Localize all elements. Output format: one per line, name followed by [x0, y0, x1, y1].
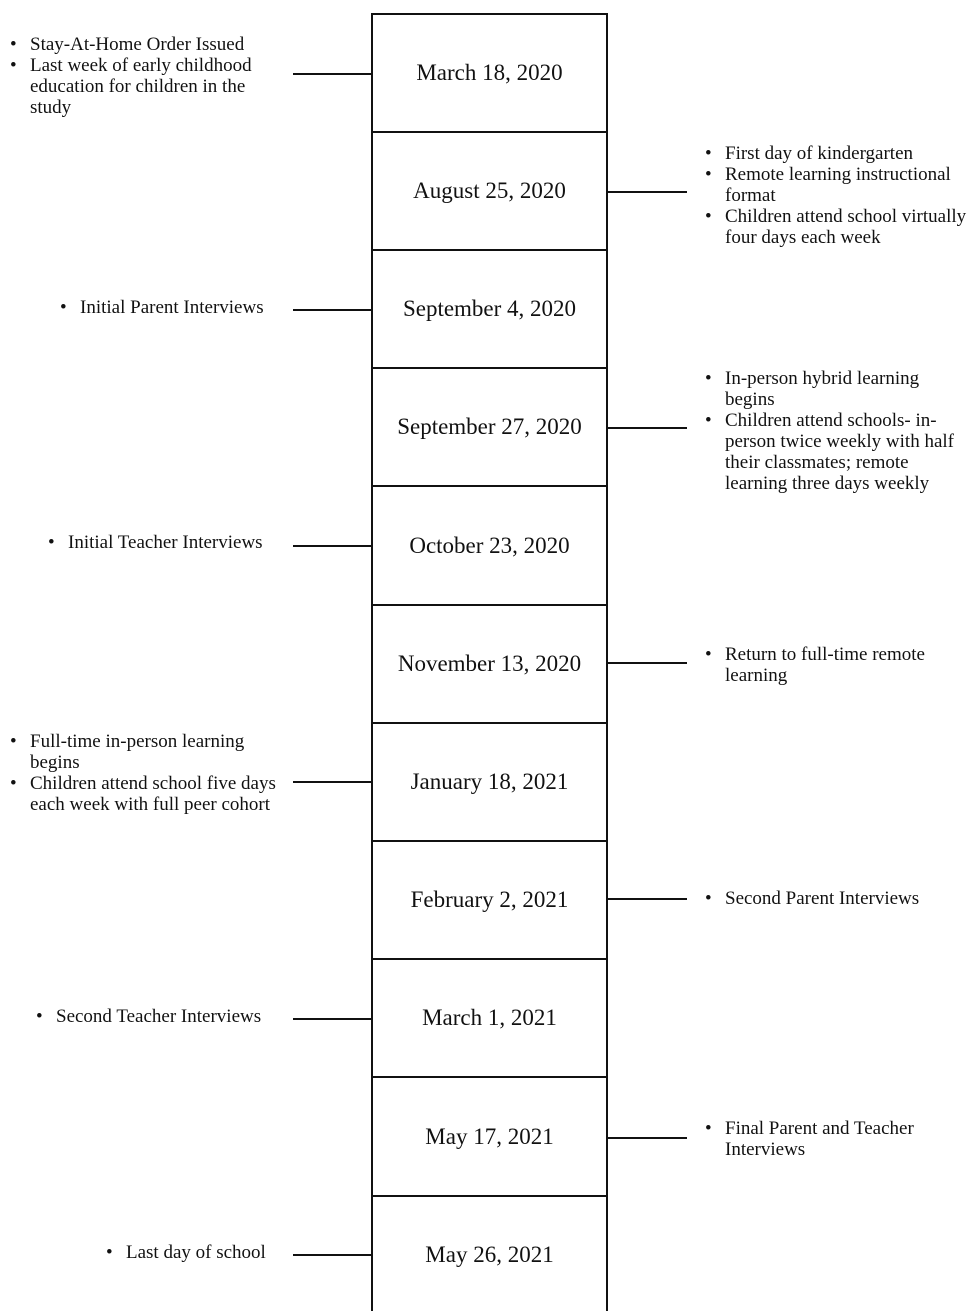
timeline-box — [371, 249, 608, 369]
connector-line — [608, 1137, 687, 1139]
event-note-left — [7, 34, 282, 118]
event-note-left — [103, 1242, 293, 1263]
timeline-box — [371, 485, 608, 606]
event-bullet: • In-person hybrid learning begins — [702, 368, 972, 410]
event-bullet: • Initial Teacher Interviews — [45, 532, 290, 553]
event-bullet: • Last week of early childhood education for children in the study — [7, 55, 282, 118]
event-note-left — [7, 731, 282, 815]
connector-line — [608, 898, 687, 900]
timeline-date: May 17, 2021 — [425, 1123, 554, 1149]
event-bullet: • First day of kindergarten — [702, 143, 972, 164]
timeline-box — [371, 958, 608, 1078]
event-note-right — [702, 644, 967, 686]
event-note-left — [45, 532, 290, 553]
connector-line — [293, 545, 371, 547]
timeline-box — [371, 367, 608, 487]
event-note-right — [702, 368, 972, 494]
connector-line — [293, 781, 371, 783]
timeline-date: October 23, 2020 — [409, 532, 570, 558]
timeline-box — [371, 13, 608, 133]
connector-line — [293, 73, 371, 75]
event-note-right — [702, 1118, 967, 1160]
event-note-left — [33, 1006, 290, 1027]
event-bullet: • Children attend schools- in-person twice weekly with half their classmates; remote learning three days weekly — [702, 410, 972, 494]
connector-line — [608, 662, 687, 664]
event-bullet: • Initial Parent Interviews — [57, 297, 292, 318]
connector-line — [293, 1254, 371, 1256]
connector-line — [293, 309, 371, 311]
timeline-box — [371, 131, 608, 251]
connector-line — [293, 1018, 371, 1020]
timeline-date: August 25, 2020 — [413, 178, 566, 203]
event-bullet: • Children attend school five days each week with full peer cohort — [7, 773, 282, 815]
timeline-date: September 4, 2020 — [402, 296, 577, 321]
timeline-box — [371, 840, 608, 960]
event-note-left — [57, 297, 292, 318]
event-note-right — [702, 143, 972, 248]
timeline-date: September 27, 2020 — [397, 414, 582, 439]
connector-line — [608, 191, 687, 193]
connector-line — [608, 427, 687, 429]
event-bullet: • Children attend school virtually four days each week — [702, 206, 972, 248]
timeline-date: March 18, 2020 — [416, 60, 563, 85]
event-bullet: • Second Teacher Interviews — [33, 1006, 290, 1027]
timeline-date: March 1, 2021 — [422, 1005, 557, 1030]
timeline-box — [371, 604, 608, 724]
timeline-date: November 13, 2020 — [397, 651, 582, 676]
timeline-box — [371, 722, 608, 842]
event-bullet: • Stay-At-Home Order Issued — [7, 34, 282, 55]
timeline-box — [371, 1076, 608, 1197]
event-bullet: • Return to full-time remote learning — [702, 644, 967, 686]
timeline-box — [371, 1195, 608, 1311]
event-bullet: • Final Parent and Teacher Interviews — [702, 1118, 967, 1160]
event-bullet: • Remote learning instructional format — [702, 164, 972, 206]
event-bullet: • Full-time in-person learning begins — [7, 731, 282, 773]
timeline-date: January 18, 2021 — [410, 769, 569, 794]
timeline-date: May 26, 2021 — [425, 1242, 554, 1267]
timeline-date: February 2, 2021 — [410, 887, 569, 912]
event-bullet: • Last day of school — [103, 1242, 293, 1263]
event-note-right — [702, 888, 967, 909]
event-bullet: • Second Parent Interviews — [702, 888, 967, 909]
